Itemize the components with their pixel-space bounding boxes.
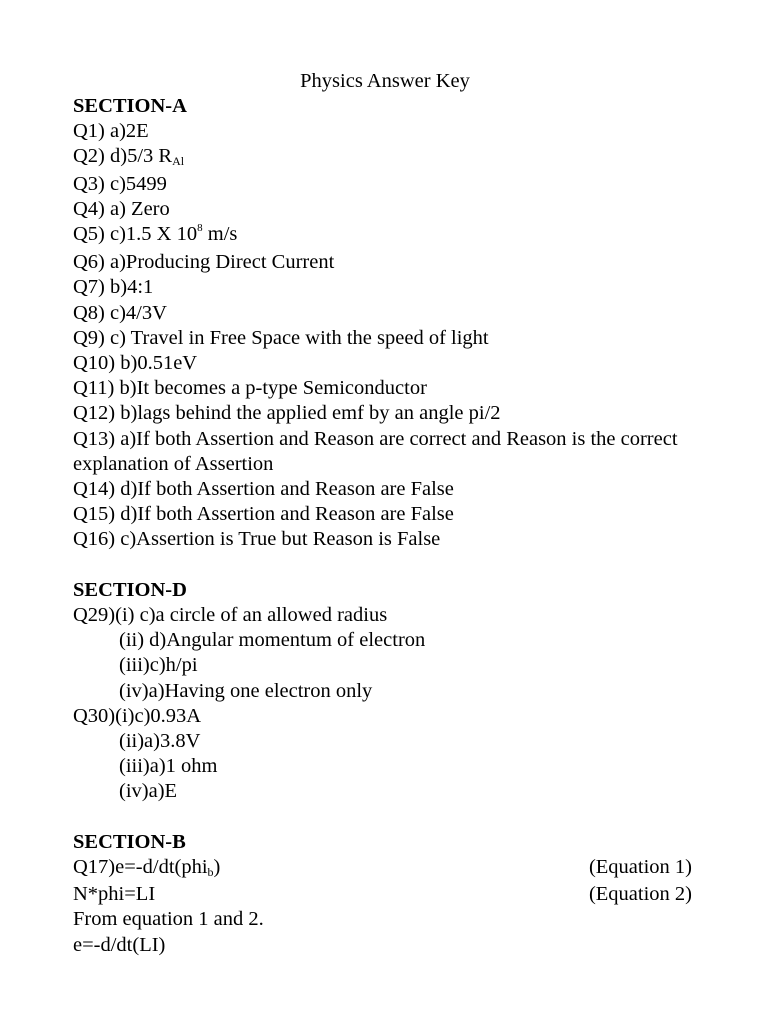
answer-q17-text: Q17)e=-d/dt(phi	[73, 856, 208, 879]
answer-q29-ii: (ii) d)Angular momentum of electron	[119, 629, 426, 652]
answer-q17-formula	[73, 855, 220, 882]
answer-q8: Q8) c)4/3V	[73, 301, 167, 324]
equation-2-label: (Equation 2)	[588, 883, 692, 906]
answer-key-page	[73, 68, 693, 958]
spacer	[73, 805, 693, 830]
answer-q5-text: Q5) c)1.5 X 10	[73, 223, 198, 246]
answer-equation-2	[73, 882, 692, 907]
answer-q30-iv: (iv)a)E	[119, 780, 178, 803]
answer-q16: Q16) c)Assertion is True but Reason is False	[73, 528, 441, 551]
answer-q2-text: Q2) d)5/3 R	[73, 145, 173, 168]
answer-q29-iv: (iv)a)Having one electron only	[119, 679, 373, 702]
answer-q30-i: Q30)(i)c)0.93A	[73, 704, 202, 727]
answer-q6: Q6) a)Producing Direct Current	[73, 251, 335, 274]
answer-q3: Q3) c)5499	[73, 172, 167, 195]
answer-q2-subscript: Al	[172, 154, 185, 169]
page-title: Physics Answer Key	[300, 70, 470, 92]
answer-q5-unit: m/s	[202, 223, 238, 246]
answer-q4: Q4) a) Zero	[73, 197, 170, 220]
answer-q10: Q10) b)0.51eV	[73, 352, 198, 375]
derivation-result: e=-d/dt(LI)	[73, 933, 166, 956]
answer-q1: Q1) a)2E	[73, 120, 149, 143]
answer-q30-ii: (ii)a)3.8V	[119, 730, 201, 753]
section-a-heading: SECTION-A	[73, 95, 187, 117]
answer-q17-subscript: b	[207, 865, 214, 880]
answer-q2	[73, 144, 693, 171]
answer-q15: Q15) d)If both Assertion and Reason are False	[73, 503, 454, 526]
answer-q29-iii: (iii)c)h/pi	[119, 654, 198, 677]
section-d-heading: SECTION-D	[73, 578, 187, 601]
answer-q12: Q12) b)lags behind the applied emf by an angle pi/2	[73, 402, 501, 425]
answer-q17-equation-1	[73, 855, 692, 882]
answer-q7: Q7) b)4:1	[73, 276, 154, 299]
answer-q30-iii: (iii)a)1 ohm	[119, 755, 218, 778]
answer-q13: Q13) a)If both Assertion and Reason are correct and Reason is the correct explanation of Assertion	[73, 427, 678, 475]
section-b-heading: SECTION-B	[73, 830, 186, 853]
equation-1-label: (Equation 1)	[588, 856, 692, 879]
answer-q14: Q14) d)If both Assertion and Reason are False	[73, 478, 454, 501]
derivation-text: From equation 1 and 2.	[73, 908, 264, 931]
spacer	[73, 553, 693, 578]
answer-q11: Q11) b)It becomes a p-type Semiconductor	[73, 377, 427, 400]
answer-q29-i: Q29)(i) c)a circle of an allowed radius	[73, 604, 388, 627]
answer-q9: Q9) c) Travel in Free Space with the speed of light	[73, 326, 489, 349]
answer-q5	[73, 222, 693, 250]
answer-q5-exponent: 8	[197, 222, 203, 235]
equation-2-formula: N*phi=LI	[73, 883, 156, 906]
answer-q17-close: )	[213, 856, 221, 879]
